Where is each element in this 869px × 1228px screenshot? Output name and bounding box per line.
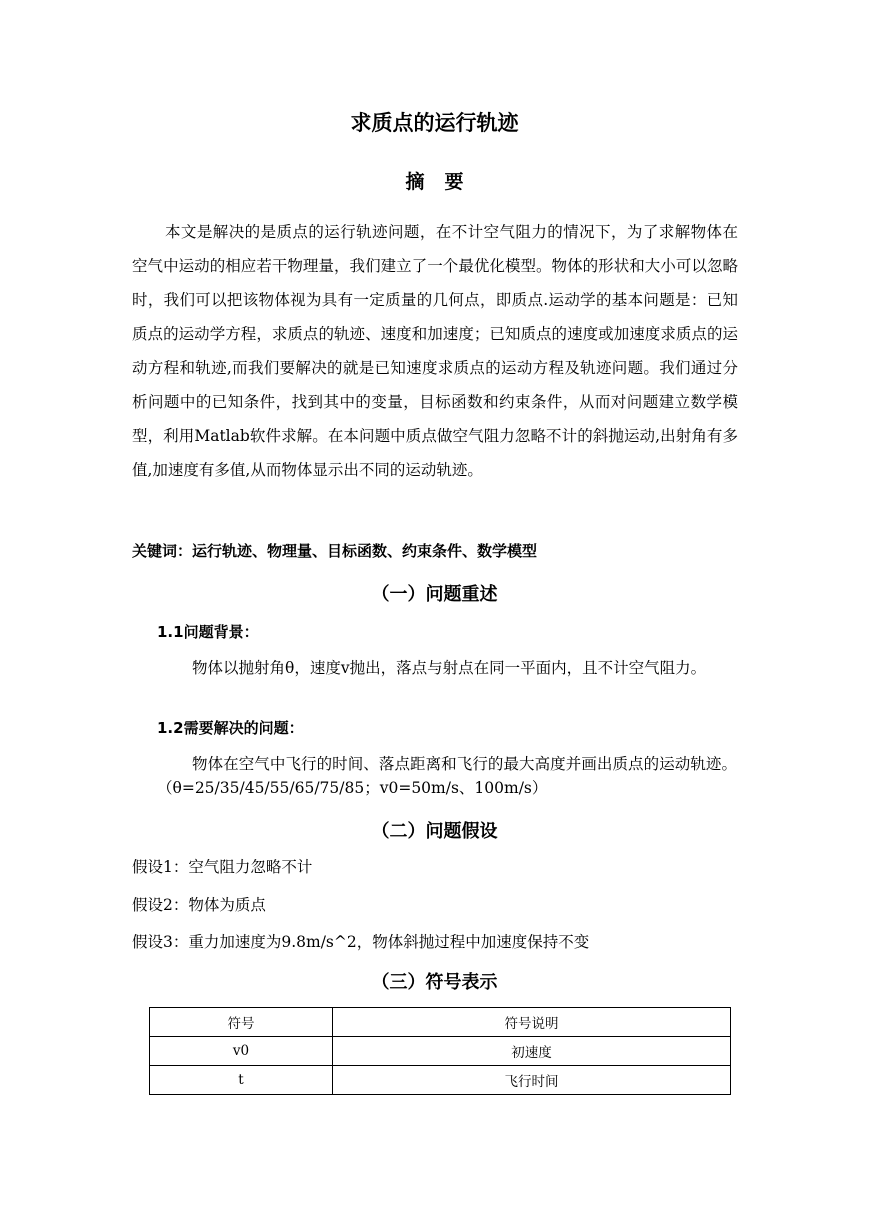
table-cell: 飞行时间: [333, 1066, 731, 1095]
table-cell: 初速度: [333, 1037, 731, 1066]
abstract-body: 本文是解决的是质点的运行轨迹问题，在不计空气阻力的情况下，为了求解物体在空气中运动的相应若干物理量，我们建立了一个最优化模型。物体的形状和大小可以忽略时，我们可以把该物体视为具有一定质量的几何点，即质点.运动学的基本问题是：已知质点的运动学方程，求质点的轨迹、速度和加速度；已知质点的速度或加速度求质点的运动方程和轨迹,而我们要解决的就是已知速度求质点的运动方程及轨迹问题。我们通过分析问题中的已知条件，找到其中的变量，目标函数和约束条件，从而对问题建立数学模型，利用Matlab软件求解。在本问题中质点做空气阻力忽略不计的斜抛运动,出射角有多值,加速度有多值,从而物体显示出不同的运动轨迹。: [132, 223, 738, 479]
table-header-cell: 符号说明: [333, 1008, 731, 1037]
abstract-heading: 摘要: [405, 171, 484, 193]
background-paragraph: 物体以抛射角θ，速度v抛出，落点与射点在同一平面内，且不计空气阻力。: [192, 659, 707, 677]
document-title: 求质点的运行轨迹: [350, 111, 519, 135]
problems-paragraph: 物体在空气中飞行的时间、落点距离和飞行的最大高度并画出质点的运动轨迹。（θ=25/35/45/55/65/75/85；v0=50m/s、100m/s）: [157, 755, 737, 797]
symbols-table: [149, 1007, 731, 1095]
assumption-item: 假设1：空气阻力忽略不计: [132, 858, 313, 876]
table-cell: t: [150, 1066, 333, 1095]
subsection-heading-problems: 1.2需要解决的问题：: [157, 719, 304, 737]
subsection-heading-background: 1.1问题背景：: [157, 623, 259, 641]
table-row: [150, 1066, 731, 1095]
assumption-item: 假设3：重力加速度为9.8m/s^2，物体斜抛过程中加速度保持不变: [132, 933, 590, 951]
table-header-row: [150, 1008, 731, 1037]
section-heading-restatement: （一）问题重述: [371, 584, 498, 605]
table-cell: v0: [150, 1037, 333, 1066]
section-heading-assumptions: （二）问题假设: [371, 821, 498, 842]
table-row: [150, 1037, 731, 1066]
assumption-item: 假设2：物体为质点: [132, 896, 266, 914]
keywords: 关键词：运行轨迹、物理量、目标函数、约束条件、数学模型: [132, 542, 538, 560]
section-heading-symbols: （三）符号表示: [371, 972, 498, 993]
table-header-cell: 符号: [150, 1008, 333, 1037]
